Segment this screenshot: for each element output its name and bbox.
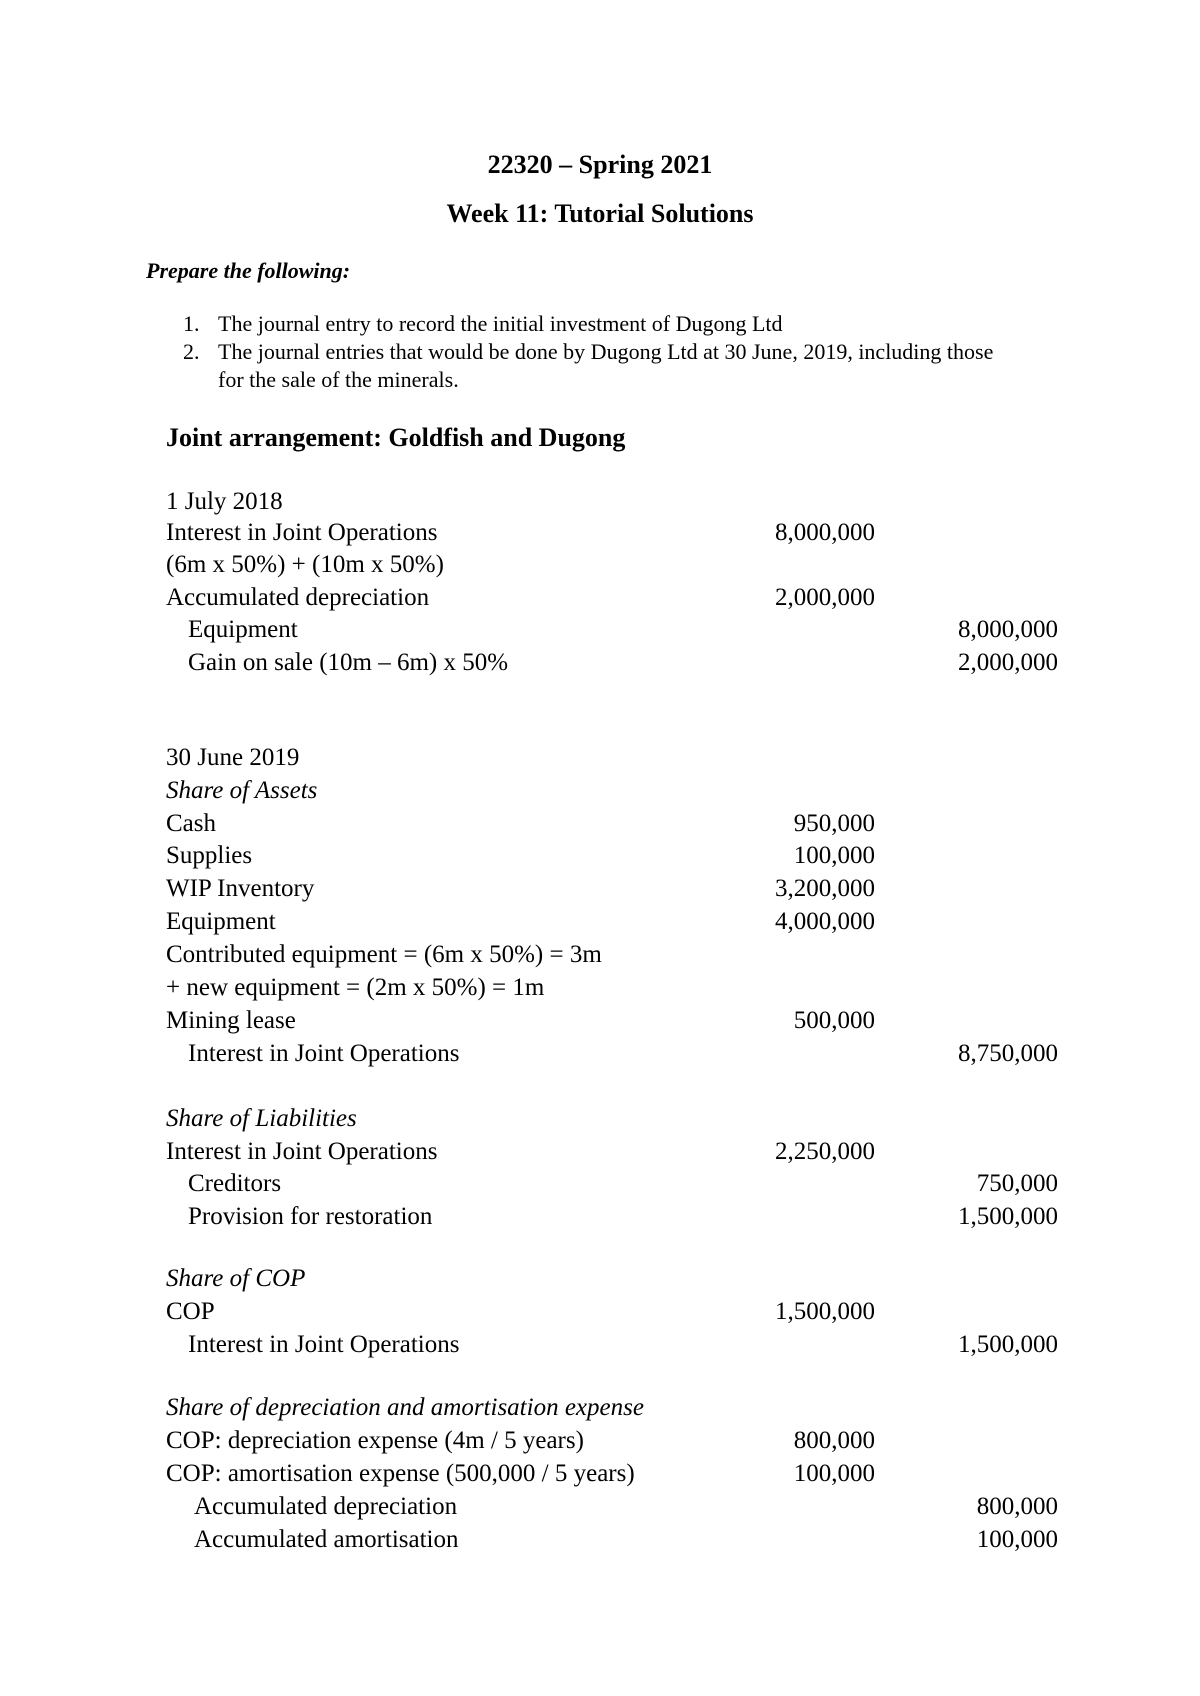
credit-amount: 100,000 (976, 1526, 1058, 1553)
journal-note: + new equipment = (2m x 50%) = 1m (166, 974, 545, 1001)
list-item-number: 2. (183, 339, 200, 364)
journal-label-credit: Creditors (188, 1170, 282, 1197)
debit-amount: 950,000 (793, 810, 875, 837)
subsection-heading: Share of Assets (166, 777, 318, 804)
journal-label: Cash (166, 810, 216, 837)
journal-label: COP: depreciation expense (4m / 5 years) (166, 1427, 584, 1454)
journal-note: Contributed equipment = (6m x 50%) = 3m (166, 941, 602, 968)
credit-amount: 2,000,000 (958, 649, 1058, 676)
debit-amount: 4,000,000 (775, 908, 875, 935)
credit-amount: 8,750,000 (958, 1040, 1058, 1067)
journal-label-credit: Interest in Joint Operations (188, 1040, 460, 1067)
debit-amount: 2,250,000 (775, 1138, 875, 1165)
debit-amount: 1,500,000 (775, 1298, 875, 1325)
journal-label: COP: amortisation expense (500,000 / 5 years) (166, 1460, 635, 1487)
credit-amount: 8,000,000 (958, 616, 1058, 643)
debit-amount: 100,000 (793, 1460, 875, 1487)
debit-amount: 3,200,000 (775, 875, 875, 902)
subsection-heading: Share of COP (166, 1265, 306, 1292)
journal-label: Interest in Joint Operations (166, 1138, 438, 1165)
journal-label: Supplies (166, 842, 253, 869)
journal-label: WIP Inventory (166, 875, 315, 902)
debit-amount: 500,000 (793, 1007, 875, 1034)
credit-amount: 1,500,000 (958, 1203, 1058, 1230)
list-item-text-continued: for the sale of the minerals. (218, 367, 459, 392)
journal-label-credit: Provision for restoration (188, 1203, 433, 1230)
journal-label-credit: Gain on sale (10m – 6m) x 50% (188, 649, 509, 676)
journal-label: COP (166, 1298, 215, 1325)
debit-amount: 2,000,000 (775, 584, 875, 611)
list-item-number: 1. (183, 311, 200, 336)
instructions-heading: Prepare the following: (146, 258, 351, 283)
entry-date: 1 July 2018 (166, 488, 283, 515)
subsection-heading: Share of Liabilities (166, 1105, 357, 1132)
credit-amount: 1,500,000 (958, 1331, 1058, 1358)
course-title: 22320 – Spring 2021 (487, 150, 713, 179)
journal-label-credit: Accumulated depreciation (194, 1493, 458, 1520)
debit-amount: 8,000,000 (775, 519, 875, 546)
journal-note: (6m x 50%) + (10m x 50%) (166, 551, 444, 578)
list-item-text: The journal entries that would be done by Dugong Ltd at 30 June, 2019, including those (218, 339, 994, 364)
subsection-heading: Share of depreciation and amortisation expense (166, 1394, 644, 1421)
journal-label-credit: Interest in Joint Operations (188, 1331, 460, 1358)
debit-amount: 800,000 (793, 1427, 875, 1454)
list-item-text: The journal entry to record the initial investment of Dugong Ltd (218, 311, 783, 336)
credit-amount: 750,000 (976, 1170, 1058, 1197)
section-title: Joint arrangement: Goldfish and Dugong (166, 423, 626, 452)
journal-label-credit: Equipment (188, 616, 298, 643)
debit-amount: 100,000 (793, 842, 875, 869)
credit-amount: 800,000 (976, 1493, 1058, 1520)
journal-label: Accumulated depreciation (166, 584, 430, 611)
journal-label: Interest in Joint Operations (166, 519, 438, 546)
journal-label: Mining lease (166, 1007, 296, 1034)
journal-label-credit: Accumulated amortisation (194, 1526, 459, 1553)
journal-label: Equipment (166, 908, 276, 935)
entry-date: 30 June 2019 (166, 744, 300, 771)
page-subtitle: Week 11: Tutorial Solutions (446, 199, 754, 228)
